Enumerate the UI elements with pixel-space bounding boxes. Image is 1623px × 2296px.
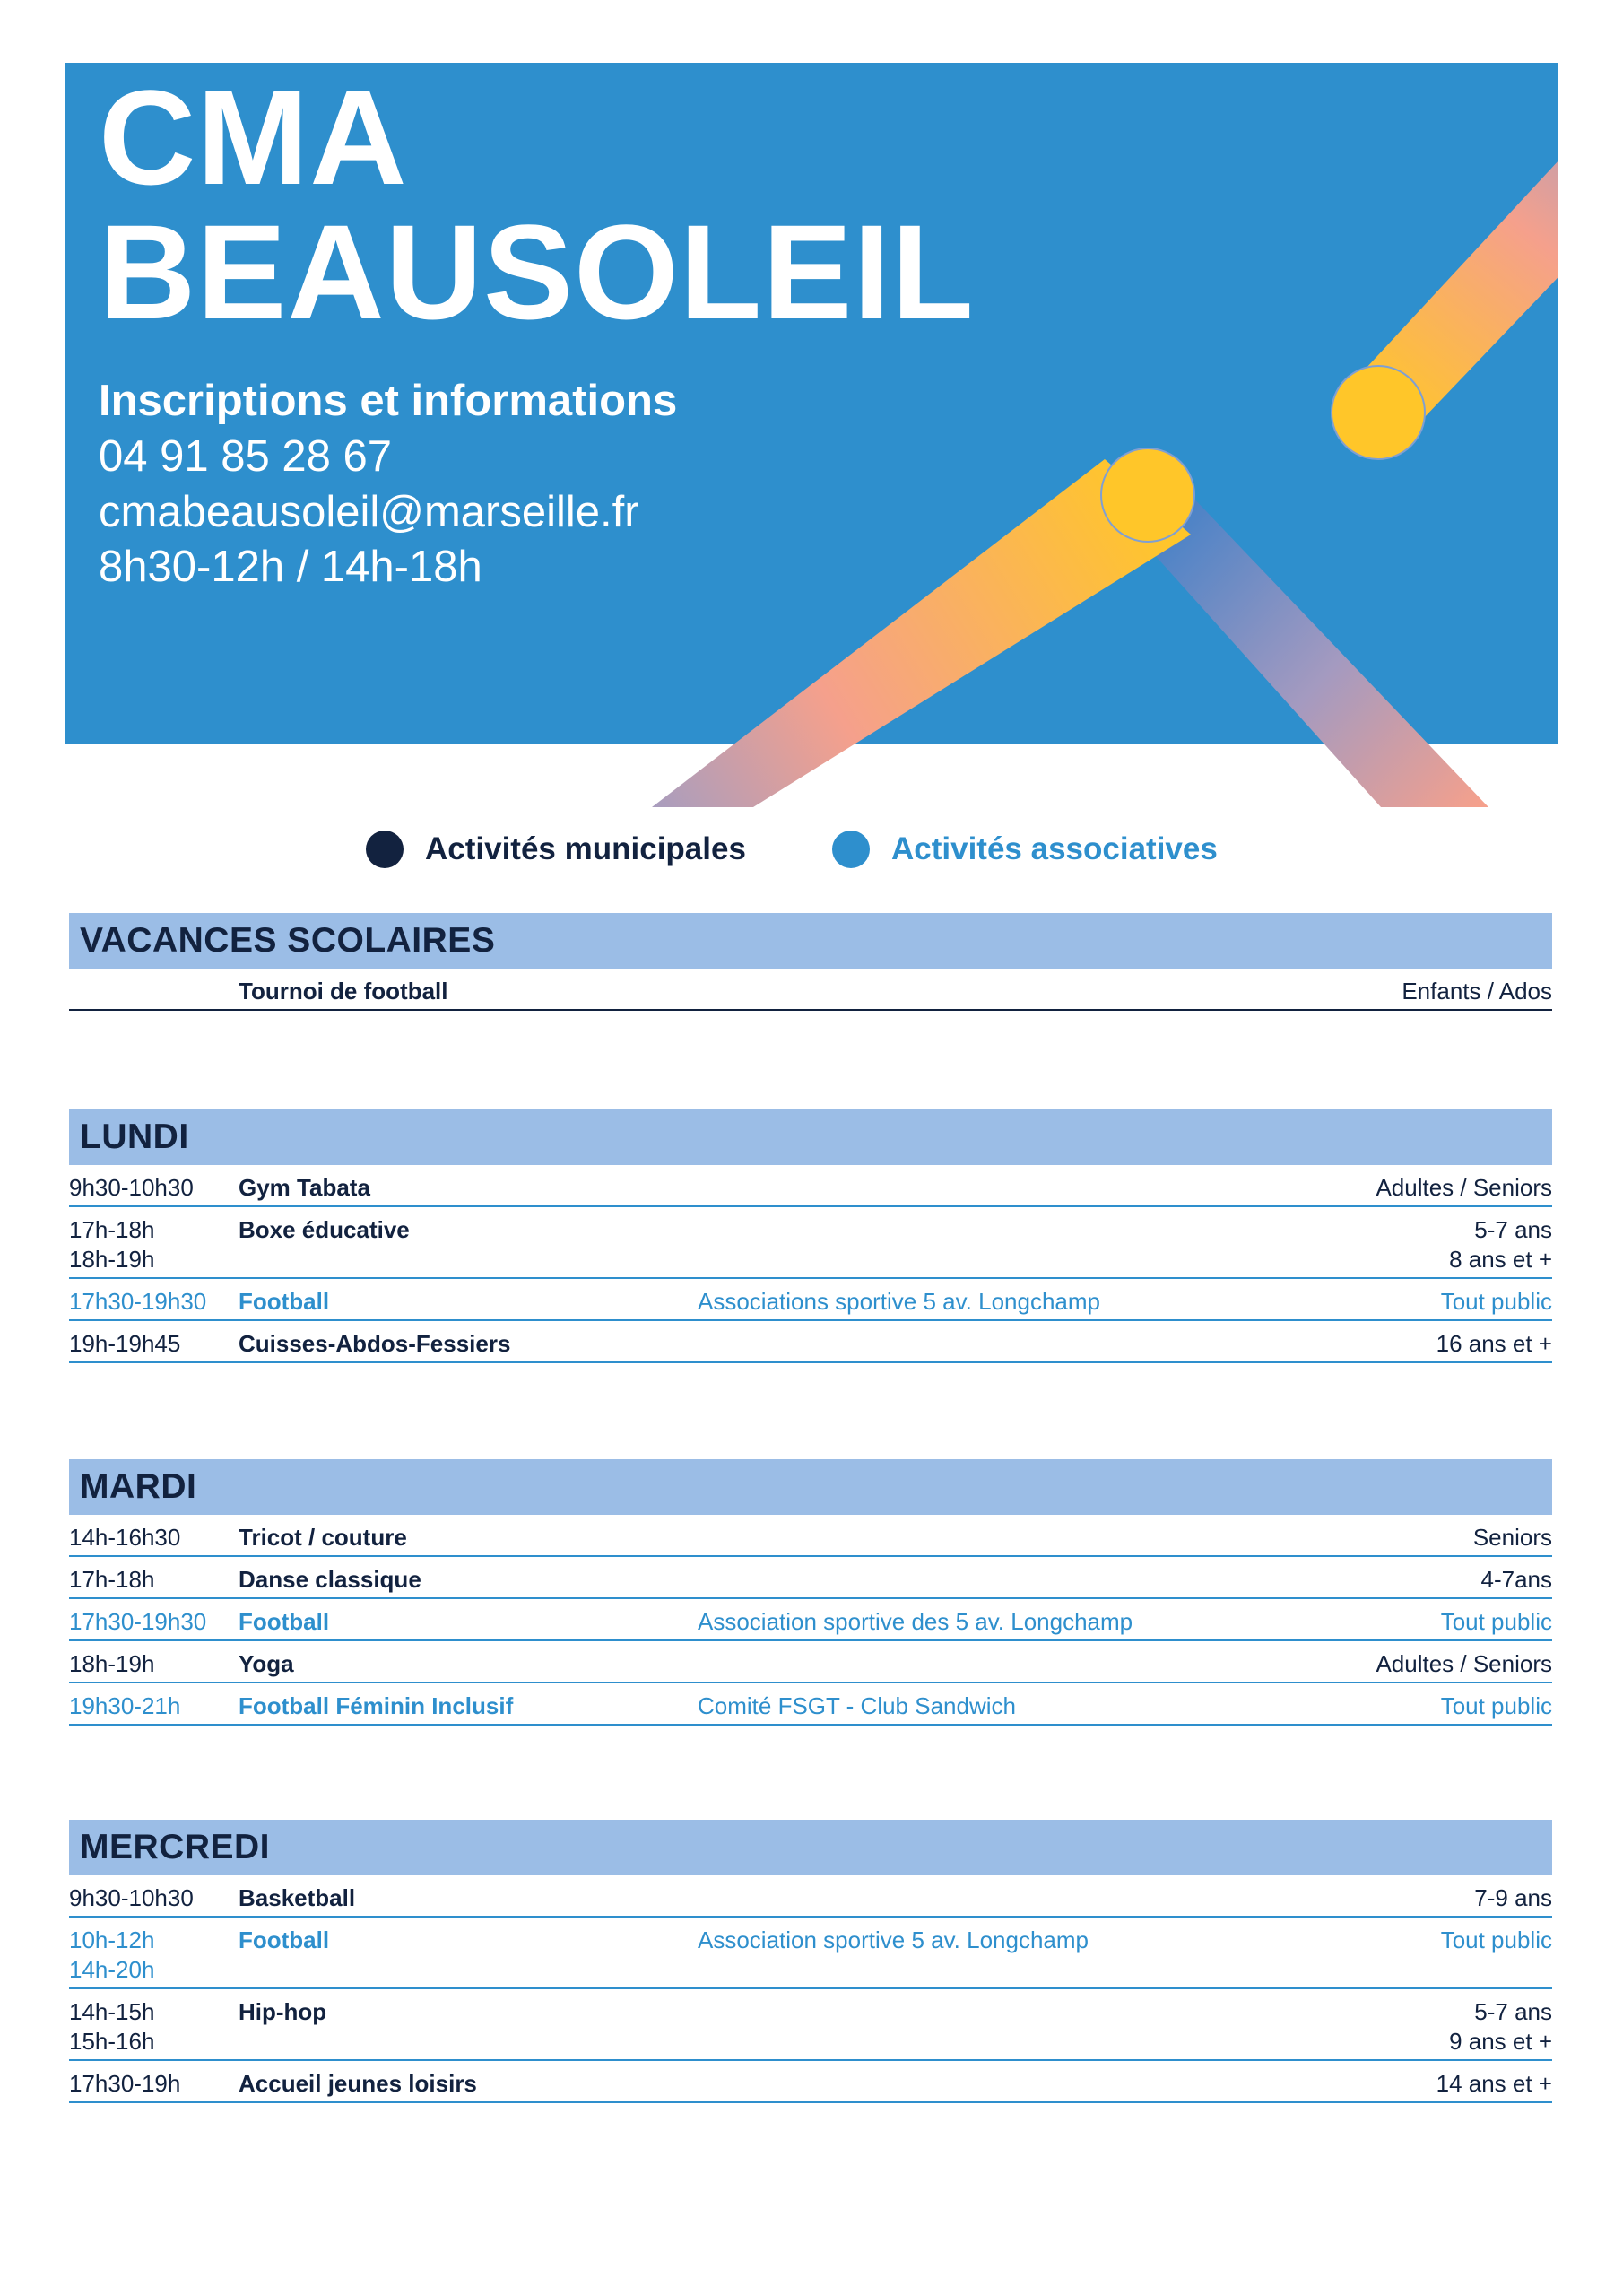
time-slot: 14h-15h	[69, 1998, 155, 2025]
contact-hours: 8h30-12h / 14h-18h	[99, 543, 482, 591]
organizer	[698, 977, 1402, 1006]
audience-cell	[1474, 1883, 1552, 1913]
contact-heading: Inscriptions et informations	[99, 377, 678, 425]
organizer	[698, 1565, 1481, 1595]
schedule-row	[69, 1207, 1552, 1279]
section-lundi	[69, 1109, 1552, 1363]
audience-cell	[1441, 1287, 1552, 1317]
audience: Tout public	[1440, 1608, 1552, 1635]
activity-name: Gym Tabata	[239, 1174, 370, 1201]
audience: 4-7ans	[1480, 1566, 1552, 1593]
audience: 5-7 ans	[1474, 1216, 1552, 1243]
activity-name: Accueil jeunes loisirs	[239, 2070, 477, 2097]
organizer: Association sportive 5 av. Longchamp	[698, 1926, 1089, 1953]
schedule-row	[69, 1918, 1552, 1989]
audience: Enfants / Ados	[1402, 978, 1552, 1004]
organizer	[698, 1883, 1474, 1913]
legend-label-associative: Activités associatives	[891, 831, 1218, 866]
audience: Tout public	[1440, 1288, 1552, 1315]
time-cell	[69, 1997, 239, 2057]
schedule-row	[69, 1279, 1552, 1321]
schedule-row	[69, 1683, 1552, 1726]
organizer: Associations sportive 5 av. Longchamp	[698, 1288, 1100, 1315]
organizer	[698, 1997, 1449, 2057]
time-slot: 14h-16h30	[69, 1524, 181, 1551]
time-slot: 17h-18h	[69, 1566, 155, 1593]
time-cell	[69, 1287, 239, 1317]
legend-item-associative	[832, 822, 1218, 876]
schedule-row	[69, 1599, 1552, 1641]
time-slot: 17h-18h	[69, 1216, 155, 1243]
section-mardi	[69, 1459, 1552, 1726]
schedule-row	[69, 2061, 1552, 2103]
time-slot: 14h-20h	[69, 1956, 155, 1983]
audience-cell	[1441, 1607, 1552, 1637]
time-cell	[69, 1173, 239, 1203]
activity-name: Football	[239, 1608, 330, 1635]
page-title	[99, 62, 975, 347]
audience-cell	[1449, 1997, 1552, 2057]
schedule-row	[69, 1515, 1552, 1557]
time-slot: 15h-16h	[69, 2028, 155, 2055]
section-header: LUNDI	[69, 1109, 1552, 1165]
activity-name: Football	[239, 1288, 330, 1315]
activity-name: Hip-hop	[239, 1998, 327, 2025]
legend-item-municipal	[366, 822, 746, 876]
section-header: VACANCES SCOLAIRES	[69, 913, 1552, 969]
activity-name: Basketball	[239, 1884, 356, 1911]
time-cell	[69, 2069, 239, 2099]
title-line-1: CMA	[99, 62, 408, 213]
activity-name: Football	[239, 1926, 330, 1953]
time-cell	[69, 1523, 239, 1552]
time-slot: 17h30-19h30	[69, 1608, 207, 1635]
legend-label-municipal: Activités municipales	[425, 831, 746, 866]
time-slot: 19h30-21h	[69, 1692, 181, 1719]
organizer: Comité FSGT - Club Sandwich	[698, 1692, 1016, 1719]
activity-name: Yoga	[239, 1650, 294, 1677]
audience-cell	[1449, 1215, 1552, 1274]
title-line-2: BEAUSOLEIL	[99, 196, 975, 347]
time-slot	[69, 977, 239, 1006]
audience-cell	[1441, 1692, 1552, 1721]
associative-dot-icon	[832, 831, 870, 868]
organizer	[698, 2069, 1436, 2099]
time-slot: 9h30-10h30	[69, 1884, 194, 1911]
time-cell	[69, 1215, 239, 1274]
audience-cell	[1441, 1926, 1552, 1985]
audience: Tout public	[1440, 1926, 1552, 1953]
time-slot: 19h-19h45	[69, 1330, 181, 1357]
schedule-row	[69, 1165, 1552, 1207]
section-mercredi	[69, 1820, 1552, 2103]
audience-cell	[1481, 1565, 1553, 1595]
activity-name: Tournoi de football	[239, 978, 448, 1004]
activity-name: Boxe éducative	[239, 1216, 410, 1243]
schedule-row	[69, 1557, 1552, 1599]
organizer	[698, 1649, 1376, 1679]
legend	[0, 822, 1623, 876]
audience-cell	[1402, 977, 1552, 1006]
time-slot: 17h30-19h	[69, 2070, 181, 2097]
time-cell	[69, 1926, 239, 1985]
audience-cell	[1376, 1649, 1552, 1679]
contact-phone[interactable]: 04 91 85 28 67	[99, 432, 392, 481]
time-slot: 18h-19h	[69, 1650, 155, 1677]
section-header: MERCREDI	[69, 1820, 1552, 1875]
activity-name: Cuisses-Abdos-Fessiers	[239, 1330, 511, 1357]
time-cell	[69, 977, 239, 1006]
time-slot: 10h-12h	[69, 1926, 155, 1953]
audience: Tout public	[1440, 1692, 1552, 1719]
audience: 9 ans et +	[1449, 2028, 1552, 2055]
time-cell	[69, 1607, 239, 1637]
audience-cell	[1473, 1523, 1552, 1552]
time-cell	[69, 1565, 239, 1595]
activity-name: Football Féminin Inclusif	[239, 1692, 514, 1719]
schedule-row	[69, 1641, 1552, 1683]
audience-cell	[1436, 2069, 1552, 2099]
schedule-row	[69, 1989, 1552, 2061]
schedule-row	[69, 969, 1552, 1011]
organizer	[698, 1173, 1376, 1203]
section-header: MARDI	[69, 1459, 1552, 1515]
time-cell	[69, 1883, 239, 1913]
tube-end-cap-right	[1332, 366, 1425, 459]
audience: 5-7 ans	[1474, 1998, 1552, 2025]
time-cell	[69, 1329, 239, 1359]
organizer: Association sportive des 5 av. Longchamp	[698, 1608, 1133, 1635]
tube-end-cap-left	[1101, 448, 1194, 542]
time-cell	[69, 1692, 239, 1721]
audience: Adultes / Seniors	[1376, 1174, 1552, 1201]
time-slot: 18h-19h	[69, 1246, 155, 1273]
municipal-dot-icon	[366, 831, 404, 868]
organizer	[698, 1523, 1473, 1552]
time-cell	[69, 1649, 239, 1679]
organizer	[698, 1329, 1436, 1359]
audience: 8 ans et +	[1449, 1246, 1552, 1273]
schedule-row	[69, 1875, 1552, 1918]
schedule-row	[69, 1321, 1552, 1363]
audience: 16 ans et +	[1436, 1330, 1552, 1357]
audience: 7-9 ans	[1474, 1884, 1552, 1911]
time-slot: 9h30-10h30	[69, 1174, 194, 1201]
audience: Adultes / Seniors	[1376, 1650, 1552, 1677]
organizer	[698, 1215, 1449, 1274]
time-slot: 17h30-19h30	[69, 1288, 207, 1315]
audience: 14 ans et +	[1436, 2070, 1552, 2097]
audience-cell	[1376, 1173, 1552, 1203]
section-vacances-scolaires	[69, 913, 1552, 1011]
activity-name: Danse classique	[239, 1566, 421, 1593]
audience-cell	[1436, 1329, 1552, 1359]
contact-email[interactable]: cmabeausoleil@marseille.fr	[99, 488, 639, 536]
activity-name: Tricot / couture	[239, 1524, 407, 1551]
audience: Seniors	[1472, 1524, 1552, 1551]
